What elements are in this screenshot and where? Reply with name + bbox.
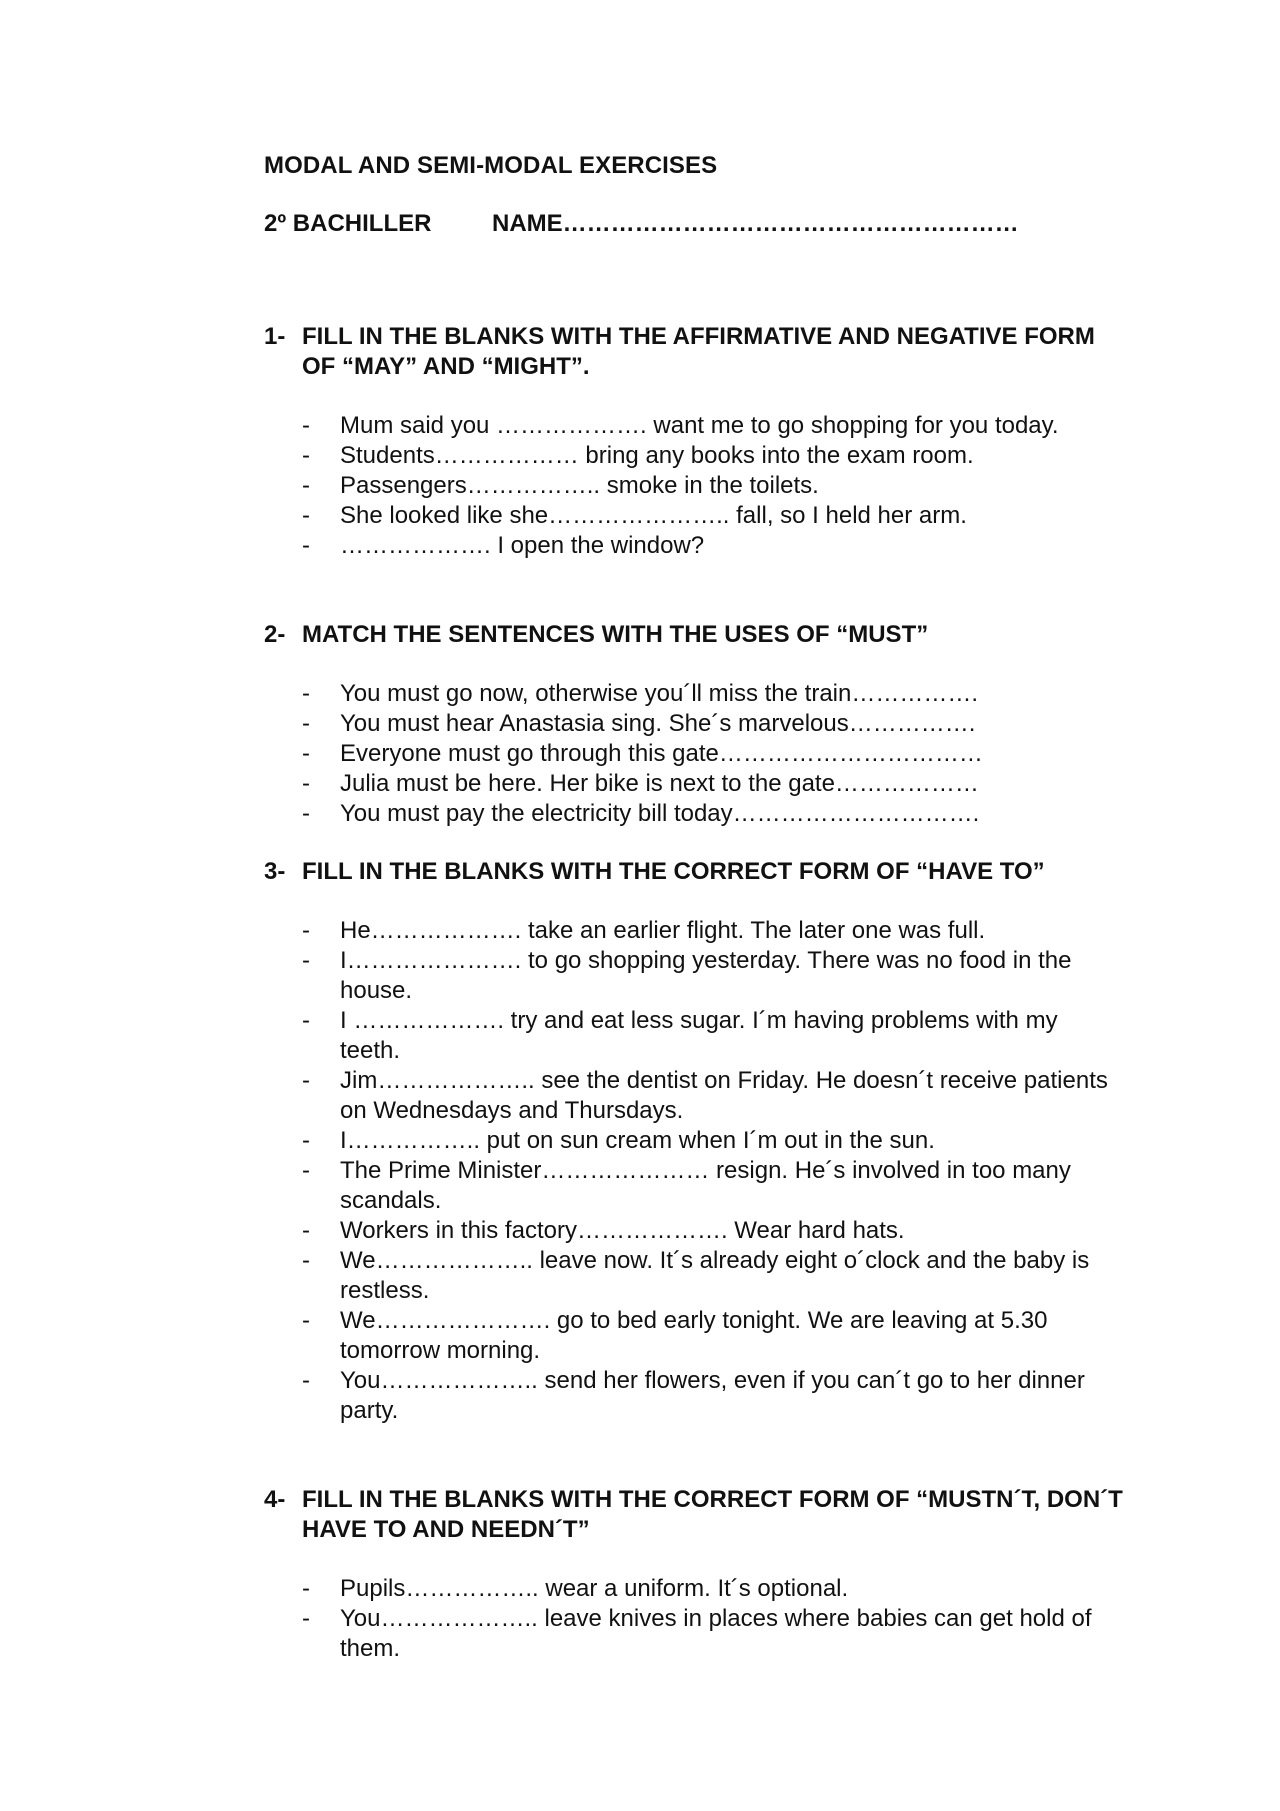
exercise-list <box>264 1574 1124 1664</box>
exercise-section-2 <box>264 620 1124 829</box>
exercise-section-4 <box>264 1485 1124 1664</box>
section-heading <box>264 1485 1124 1545</box>
list-item: - Everyone must go through this gate…………………………… <box>302 740 983 767</box>
section-heading-text: FILL IN THE BLANKS WITH THE CORRECT FORM OF “HAVE TO” <box>302 858 1045 885</box>
list-item: - She looked like she………………….. fall, so I held her arm. <box>302 502 967 529</box>
list-item: - I ………………. try and eat less sugar. I´m having problems with my teeth. <box>302 1007 1058 1064</box>
section-heading <box>264 857 1124 887</box>
exercise-list <box>264 916 1124 1426</box>
exercise-section-3 <box>264 857 1124 1426</box>
list-item: - Passengers…………….. smoke in the toilets. <box>302 472 819 499</box>
list-item: - Julia must be here. Her bike is next to the gate……………… <box>302 770 979 797</box>
list-item: - We……………….. leave now. It´s already eight o´clock and the baby is restless. <box>302 1247 1090 1304</box>
list-item: - You must pay the electricity bill today…………………………. <box>302 800 980 827</box>
section-heading-text: FILL IN THE BLANKS WITH THE CORRECT FORM OF “MUSTN´T, DON´T HAVE TO AND NEEDN´T” <box>302 1486 1123 1543</box>
list-item: - Mum said you ………………. want me to go shopping for you today. <box>302 412 1059 439</box>
worksheet-title: MODAL AND SEMI-MODAL EXERCISES <box>264 152 718 179</box>
list-item: - He………………. take an earlier flight. The later one was full. <box>302 917 986 944</box>
list-item: - Pupils…………….. wear a uniform. It´s optional. <box>302 1575 849 1602</box>
list-item: - Jim……………….. see the dentist on Friday. He doesn´t receive patients on Wednesdays and Thursdays. <box>302 1067 1108 1124</box>
section-heading-text: FILL IN THE BLANKS WITH THE AFFIRMATIVE AND NEGATIVE FORM OF “MAY” AND “MIGHT”. <box>302 323 1095 380</box>
list-item: - You must go now, otherwise you´ll miss the train……………. <box>302 680 979 707</box>
section-heading <box>264 322 1124 382</box>
list-item: - ………………. I open the window? <box>302 532 705 559</box>
list-item: - You……………….. send her flowers, even if you can´t go to her dinner party. <box>302 1367 1085 1424</box>
section-heading <box>264 620 1124 650</box>
student-info-line <box>264 210 1019 238</box>
section-number: 4- <box>264 1486 286 1513</box>
course-level: 2º BACHILLER <box>264 210 432 237</box>
section-heading-text: MATCH THE SENTENCES WITH THE USES OF “MUST” <box>302 621 929 648</box>
list-item: - Workers in this factory………………. Wear hard hats. <box>302 1217 905 1244</box>
section-number: 2- <box>264 621 286 648</box>
section-number: 1- <box>264 323 286 350</box>
list-item: - You must hear Anastasia sing. She´s marvelous……………. <box>302 710 976 737</box>
list-item: - I…………….. put on sun cream when I´m out in the sun. <box>302 1127 935 1154</box>
list-item: - We…………………. go to bed early tonight. We are leaving at 5.30 tomorrow morning. <box>302 1307 1048 1364</box>
list-item: - I…………………. to go shopping yesterday. There was no food in the house. <box>302 947 1072 1004</box>
list-item: - Students……………… bring any books into the exam room. <box>302 442 974 469</box>
exercise-list <box>264 679 1124 829</box>
list-item: - You……………….. leave knives in places where babies can get hold of them. <box>302 1605 1092 1662</box>
section-number: 3- <box>264 858 286 885</box>
exercise-section-1 <box>264 322 1124 561</box>
name-field: NAME………………………………………………… <box>492 210 1019 237</box>
exercise-list <box>264 411 1124 561</box>
list-item: - The Prime Minister………………… resign. He´s involved in too many scandals. <box>302 1157 1071 1214</box>
